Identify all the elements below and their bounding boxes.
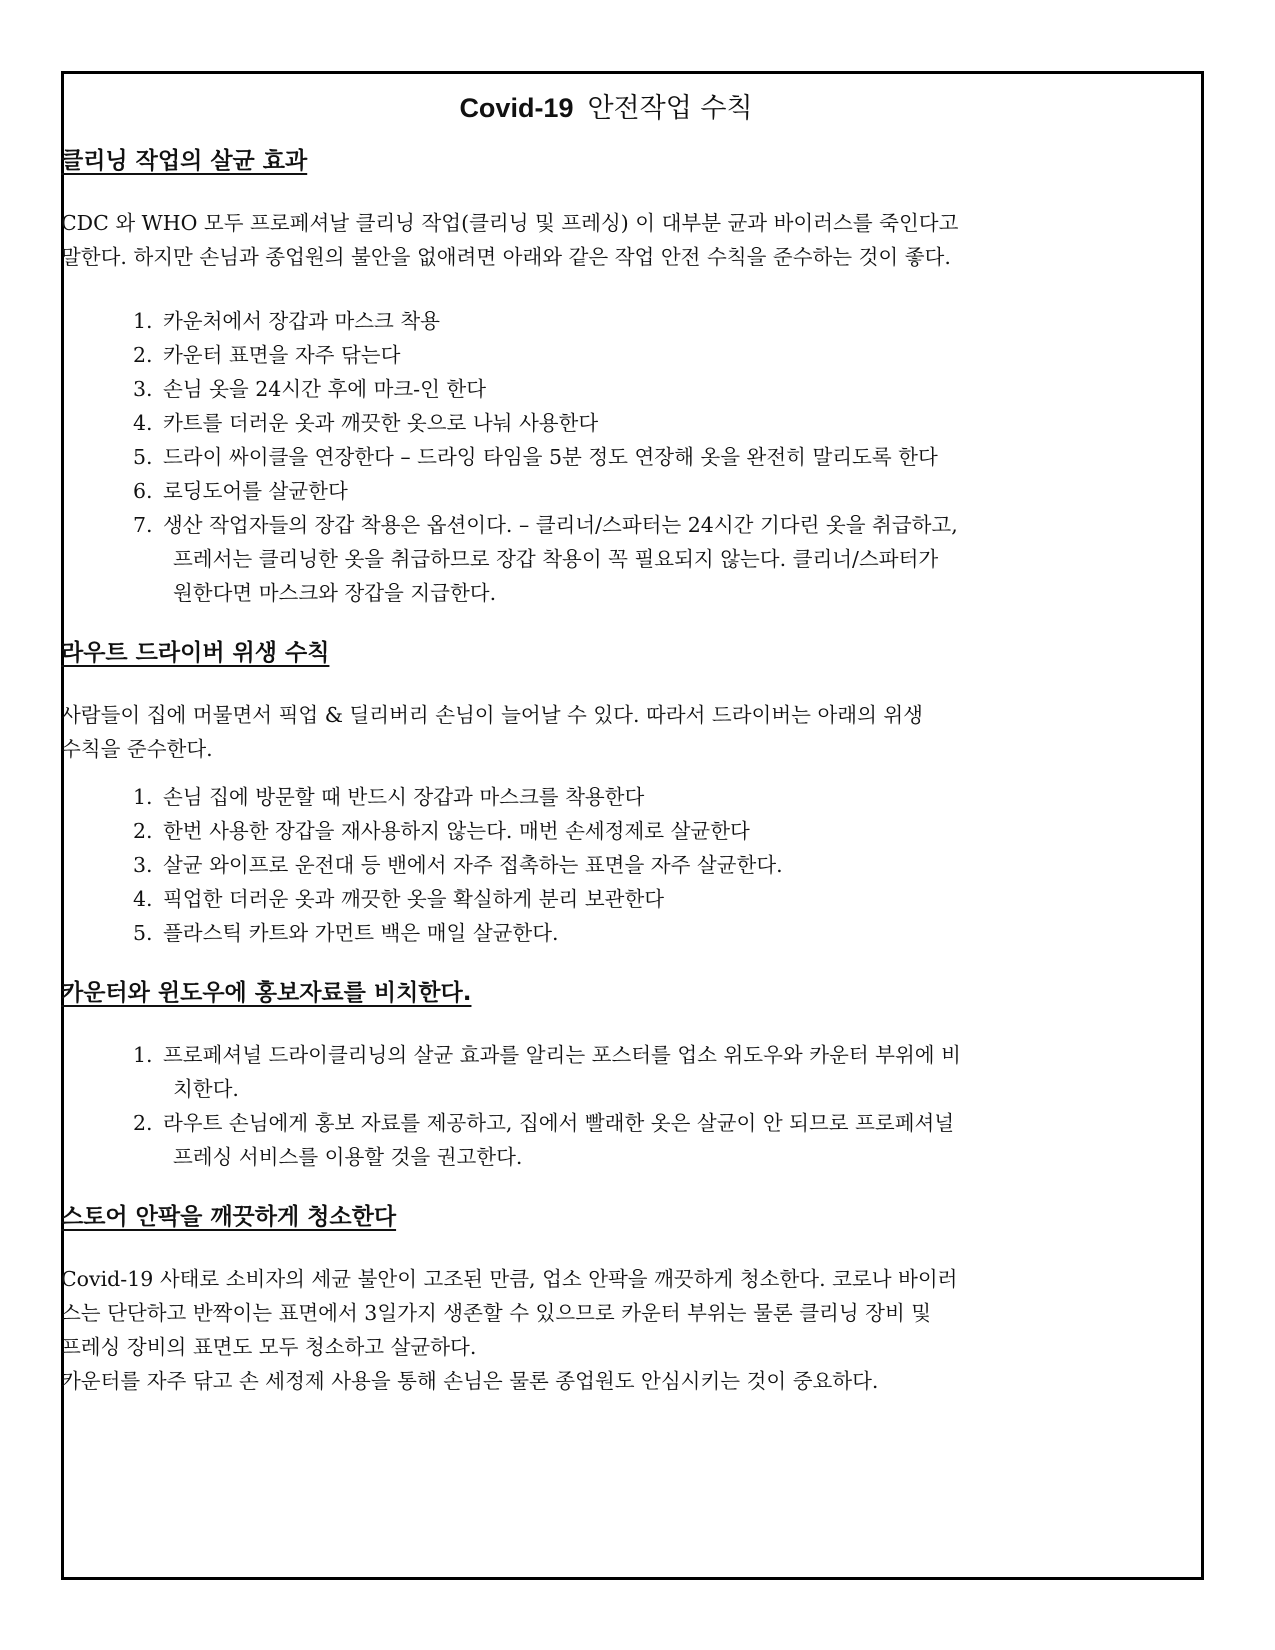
list-text-line: 드라이 싸이클을 연장한다 – 드라잉 타임을 5분 정도 연장해 옷을 완전히 말리도록 한다 xyxy=(163,445,938,469)
section-heading-promo: 카운터와 윈도우에 홍보자료를 비치한다. xyxy=(61,980,472,1006)
list-item xyxy=(133,372,1151,406)
list-number: 2. xyxy=(133,1111,153,1135)
list-number: 5. xyxy=(133,445,153,469)
list-item xyxy=(133,440,1151,474)
list-text xyxy=(163,848,1151,882)
section-intro-line: 수칙을 준수한다. xyxy=(61,737,213,761)
list-item xyxy=(133,848,1151,882)
list-text-line: 한번 사용한 장갑을 재사용하지 않는다. 매번 손세정제로 살균한다 xyxy=(163,819,750,843)
list-text xyxy=(163,406,1151,440)
list-text xyxy=(163,372,1151,406)
list-text xyxy=(163,304,1151,338)
list-text xyxy=(163,474,1151,508)
list-text xyxy=(163,814,1151,848)
list-text xyxy=(163,1106,1151,1174)
section-intro-line: 사람들이 집에 머물면서 픽업 & 딜리버리 손님이 늘어날 수 있다. 따라서 드라이버는 아래의 위생 xyxy=(61,703,923,727)
section-body-line: 프레싱 장비의 표면도 모두 청소하고 살균하다. xyxy=(61,1335,477,1359)
list-text-line: 카운터 표면을 자주 닦는다 xyxy=(163,343,401,367)
list-text-line: 치한다. xyxy=(173,1077,239,1101)
list-number: 1. xyxy=(133,785,153,809)
list-item xyxy=(133,780,1151,814)
list-text xyxy=(163,338,1151,372)
list-text xyxy=(163,780,1151,814)
section-body-line: Covid-19 사태로 소비자의 세균 불안이 고조된 만큼, 업소 안팍을 깨끗하게 청소한다. 코로나 바이러 xyxy=(61,1267,958,1291)
section-heading-store: 스토어 안팍을 깨끗하게 청소한다 xyxy=(61,1204,397,1230)
list-text xyxy=(163,916,1151,950)
list-number: 1. xyxy=(133,1043,153,1067)
list-text-line: 카트를 더러운 옷과 깨끗한 옷으로 나눠 사용한다 xyxy=(163,411,599,435)
list-number: 3. xyxy=(133,853,153,877)
list-text-line: 픽업한 더러운 옷과 깨끗한 옷을 확실하게 분리 보관한다 xyxy=(163,887,665,911)
list-item xyxy=(133,474,1151,508)
section-body-line: 카운터를 자주 닦고 손 세정제 사용을 통해 손님은 물론 종업원도 안심시키는 것이 중요하다. xyxy=(61,1369,879,1393)
page-title xyxy=(61,86,1151,130)
list-text-line: 플라스틱 카트와 가먼트 백은 매일 살균한다. xyxy=(163,921,559,945)
list-text xyxy=(163,1038,1151,1106)
list-text-line: 로딩도어를 살균한다 xyxy=(163,479,348,503)
section-body-line: 스는 단단하고 반짝이는 표면에서 3일가지 생존할 수 있으므로 카운터 부위는 물론 클리닝 장비 및 xyxy=(61,1301,932,1325)
list-text-line: 프레싱 서비스를 이용할 것을 권고한다. xyxy=(173,1145,523,1169)
list-text xyxy=(163,882,1151,916)
list-text-line: 프로페셔널 드라이클리닝의 살균 효과를 알리는 포스터를 업소 위도우와 카운터 부위에 비 xyxy=(163,1043,961,1067)
list-text xyxy=(163,508,1151,610)
list-text-line: 살균 와이프로 운전대 등 밴에서 자주 접촉하는 표면을 자주 살균한다. xyxy=(163,853,783,877)
list-item xyxy=(133,406,1151,440)
list-item xyxy=(133,916,1151,950)
list-number: 7. xyxy=(133,513,153,537)
list-item xyxy=(133,508,1151,610)
list-item xyxy=(133,882,1151,916)
list-item xyxy=(133,338,1151,372)
list-text-line: 카운처에서 장갑과 마스크 착용 xyxy=(163,309,440,333)
list-item xyxy=(133,304,1151,338)
cleaning-rules-list xyxy=(61,304,1151,610)
list-item xyxy=(133,1106,1151,1174)
list-text xyxy=(163,440,1151,474)
list-text-line: 라우트 손님에게 홍보 자료를 제공하고, 집에서 빨래한 옷은 살균이 안 되므로 프로페셔널 xyxy=(163,1111,955,1135)
list-text-line: 생산 작업자들의 장갑 착용은 옵션이다. – 클리너/스파터는 24시간 기다린 옷을 취급하고, xyxy=(163,513,958,537)
list-number: 3. xyxy=(133,377,153,401)
list-number: 4. xyxy=(133,411,153,435)
section-heading-cleaning: 클리닝 작업의 살균 효과 xyxy=(61,148,308,174)
list-number: 2. xyxy=(133,343,153,367)
list-item xyxy=(133,814,1151,848)
section-heading-driver: 라우트 드라이버 위생 수칙 xyxy=(61,640,330,666)
list-text-line: 원한다면 마스크와 장갑을 지급한다. xyxy=(173,581,497,605)
list-item xyxy=(133,1038,1151,1106)
title-korean: 안전작업 수칙 xyxy=(587,93,753,124)
list-text-line: 손님 집에 방문할 때 반드시 장갑과 마스크를 착용한다 xyxy=(163,785,645,809)
list-text-line: 프레서는 클리닝한 옷을 취급하므로 장갑 착용이 꼭 필요되지 않는다. 클리너/스파터가 xyxy=(173,547,939,571)
list-number: 4. xyxy=(133,887,153,911)
list-number: 2. xyxy=(133,819,153,843)
section-intro-line: CDC 와 WHO 모두 프로페셔날 클리닝 작업(클리닝 및 프레싱) 이 대부분 균과 바이러스를 죽인다고 xyxy=(61,211,959,235)
list-number: 1. xyxy=(133,309,153,333)
list-number: 6. xyxy=(133,479,153,503)
promo-rules-list xyxy=(61,1038,1151,1174)
driver-rules-list xyxy=(61,780,1151,950)
list-number: 5. xyxy=(133,921,153,945)
title-english: Covid-19 xyxy=(459,93,574,123)
section-intro-line: 말한다. 하지만 손님과 종업원의 불안을 없애려면 아래와 같은 작업 안전 수칙을 준수하는 것이 좋다. xyxy=(61,245,951,269)
list-text-line: 손님 옷을 24시간 후에 마크-인 한다 xyxy=(163,377,487,401)
document-body xyxy=(61,0,1151,1398)
